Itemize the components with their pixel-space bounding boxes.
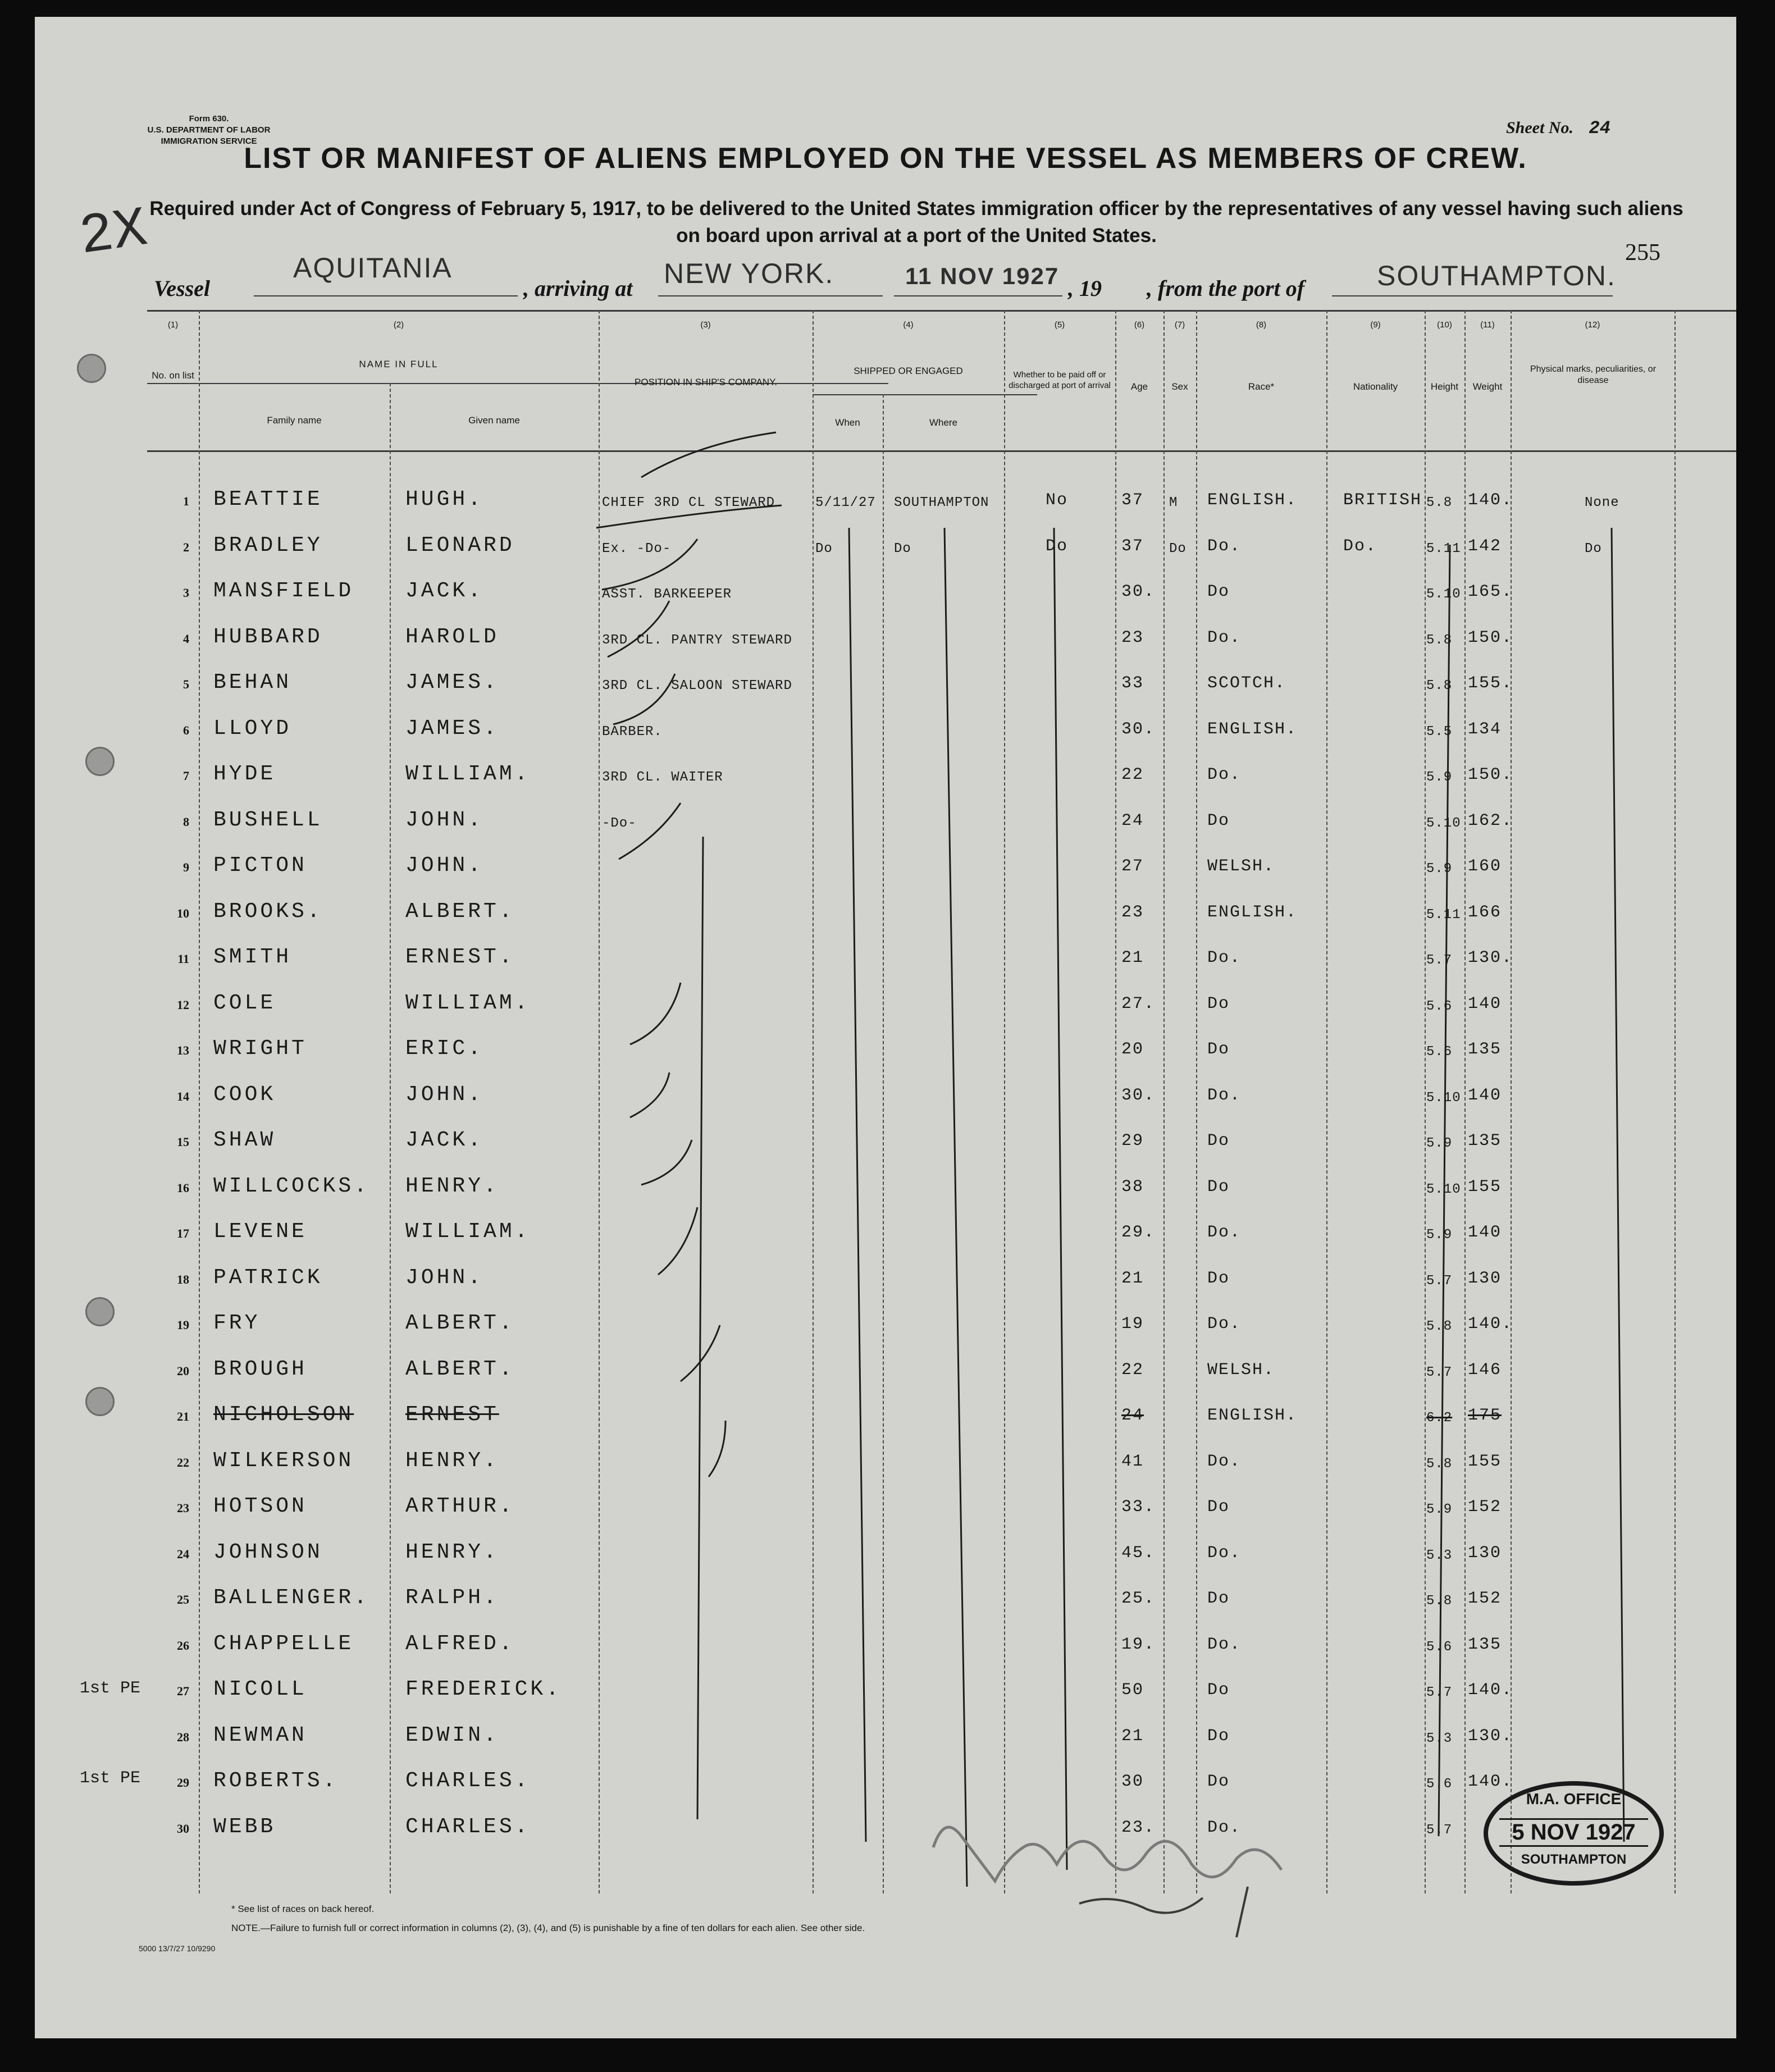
- cell-weight: 140: [1468, 1223, 1502, 1242]
- row-number: 12: [177, 997, 189, 1012]
- cell-given: ERIC.: [405, 1037, 484, 1061]
- sheet-value: 24: [1589, 118, 1610, 139]
- colnum-1: (1): [167, 320, 179, 330]
- header-nationality: Nationality: [1353, 381, 1398, 392]
- cell-family: WILLCOCKS.: [213, 1174, 370, 1198]
- cell-given: EDWIN.: [405, 1723, 499, 1747]
- cell-weight: 134: [1468, 719, 1502, 739]
- cell-family: NICOLL: [213, 1677, 307, 1701]
- cell-age: 27: [1121, 857, 1144, 876]
- year-label: , 19: [1068, 276, 1102, 301]
- cell-height: 5.6: [1426, 998, 1453, 1014]
- footnote-penalty: NOTE.—Failure to furnish full or correct information in columns (2), (3), (4), and (5) is punishable by a fine of ten dollars for each alien. See other side.: [231, 1923, 865, 1933]
- cell-position: -Do-: [602, 815, 637, 831]
- cell-age: 27.: [1121, 994, 1156, 1014]
- cell-position: CHIEF 3RD CL STEWARD: [602, 495, 775, 510]
- cell-given: ERNEST: [405, 1403, 499, 1427]
- cell-race: WELSH.: [1207, 1360, 1275, 1380]
- row-number: 23: [177, 1501, 189, 1515]
- colnum-7: (7): [1174, 320, 1185, 330]
- row-number: 17: [177, 1226, 189, 1240]
- row-number: 19: [177, 1318, 189, 1332]
- cell-given: JACK.: [405, 579, 484, 603]
- footnote-races: * See list of races on back hereof.: [231, 1904, 375, 1914]
- cell-family: BRADLEY: [213, 533, 323, 558]
- cell-height: 5.6: [1426, 1044, 1453, 1060]
- cell-age: 21: [1121, 1726, 1144, 1746]
- cell-height: 5.8: [1426, 1594, 1453, 1609]
- cell-age: 24: [1121, 1406, 1144, 1425]
- cell-race: Do: [1207, 1131, 1230, 1151]
- cell-height: 5.9: [1426, 770, 1453, 785]
- cell-height: 5.8: [1426, 632, 1453, 648]
- colnum-9: (9): [1370, 320, 1381, 330]
- cell-weight: 152: [1468, 1589, 1502, 1608]
- cell-race: Do.: [1207, 1635, 1242, 1654]
- cell-given: CHARLES.: [405, 1814, 531, 1839]
- cell-position: ASST. BARKEEPER: [602, 587, 732, 602]
- cell-when: Do: [815, 541, 833, 556]
- row-number: 1: [183, 494, 189, 508]
- cell-height: 5.7: [1426, 1822, 1453, 1838]
- cell-family: WILKERSON: [213, 1448, 354, 1473]
- cell-age: 30.: [1121, 582, 1156, 601]
- cell-age: 30.: [1121, 719, 1156, 739]
- row-number: 6: [183, 723, 189, 737]
- stamp-date: 5 NOV 1927: [1499, 1818, 1648, 1847]
- cell-height: 5.9: [1426, 861, 1453, 877]
- colnum-2: (2): [393, 320, 404, 330]
- cell-age: 30.: [1121, 1085, 1156, 1105]
- cell-age: 20: [1121, 1040, 1144, 1059]
- departure-port: SOUTHAMPTON.: [1377, 260, 1616, 291]
- header-physical-marks: Physical marks, peculiarities, or disease: [1530, 364, 1657, 385]
- cell-family: PATRICK: [213, 1265, 323, 1290]
- cell-age: 19: [1121, 1315, 1144, 1334]
- cell-where: SOUTHAMPTON: [894, 495, 989, 510]
- cell-height: 5.3: [1426, 1731, 1453, 1746]
- cell-race: Do: [1207, 582, 1230, 601]
- cell-age: 38: [1121, 1177, 1144, 1197]
- row-number: 27: [177, 1684, 189, 1698]
- cell-race: ENGLISH.: [1207, 491, 1298, 510]
- cell-race: ENGLISH.: [1207, 902, 1298, 922]
- cell-paid: No: [1046, 491, 1069, 510]
- cell-given: ALBERT.: [405, 1357, 515, 1381]
- cell-given: ARTHUR.: [405, 1494, 515, 1518]
- row-number: 5: [183, 677, 189, 691]
- vessel-name: AQUITANIA: [293, 252, 453, 284]
- row-number: 8: [183, 814, 189, 829]
- row-number: 20: [177, 1363, 189, 1378]
- ditto-marks: [35, 17, 1736, 2038]
- cell-weight: 160: [1468, 857, 1502, 876]
- cell-nat: Do.: [1343, 536, 1377, 556]
- page-title: LIST OR MANIFEST OF ALIENS EMPLOYED ON THE VESSEL AS MEMBERS OF CREW.: [244, 142, 1527, 175]
- cell-weight: 130.: [1468, 1726, 1513, 1746]
- cell-family: COLE: [213, 991, 276, 1015]
- cell-race: Do: [1207, 1589, 1230, 1608]
- header-weight: Weight: [1472, 381, 1503, 392]
- cell-when: 5/11/27: [815, 495, 876, 510]
- sheet-label: Sheet No.: [1506, 118, 1573, 137]
- cell-given: JOHN.: [405, 807, 484, 832]
- cell-family: NICHOLSON: [213, 1403, 354, 1427]
- cell-race: Do.: [1207, 948, 1242, 967]
- cell-weight: 166: [1468, 902, 1502, 922]
- row-number: 9: [183, 860, 189, 874]
- cell-weight: 130.: [1468, 948, 1513, 967]
- row-number: 21: [177, 1409, 189, 1423]
- cell-weight: 140: [1468, 1085, 1502, 1105]
- cell-sex: M: [1169, 495, 1178, 510]
- cell-race: Do: [1207, 1726, 1230, 1746]
- cell-race: Do: [1207, 1177, 1230, 1197]
- cell-race: Do.: [1207, 1818, 1242, 1837]
- cell-given: JOHN.: [405, 1265, 484, 1290]
- arrival-date: 11 NOV 1927: [905, 263, 1060, 289]
- header-name-in-full: NAME IN FULL: [359, 359, 439, 369]
- cell-given: HENRY.: [405, 1540, 499, 1564]
- cell-given: ALFRED.: [405, 1631, 515, 1656]
- cell-given: JOHN.: [405, 1082, 484, 1107]
- cell-weight: 140: [1468, 994, 1502, 1014]
- cell-family: ROBERTS.: [213, 1769, 339, 1793]
- cell-family: WEBB: [213, 1814, 276, 1839]
- cell-age: 21: [1121, 948, 1144, 967]
- cell-family: MANSFIELD: [213, 579, 354, 603]
- colnum-12: (12): [1585, 320, 1600, 330]
- cell-age: 30: [1121, 1772, 1144, 1791]
- cell-age: 25.: [1121, 1589, 1156, 1608]
- cell-age: 41: [1121, 1452, 1144, 1471]
- cell-given: WILLIAM.: [405, 1220, 531, 1244]
- header-shipped: SHIPPED OR ENGAGED: [854, 366, 963, 376]
- cell-height: 5.6: [1426, 1639, 1453, 1655]
- cell-height: 5.8: [1426, 1456, 1453, 1472]
- header-where: Where: [929, 417, 958, 428]
- row-number: 22: [177, 1455, 189, 1469]
- cell-family: CHAPPELLE: [213, 1631, 354, 1656]
- cell-nat: BRITISH: [1343, 491, 1422, 510]
- header-height: Height: [1430, 381, 1459, 392]
- cell-family: PICTON: [213, 854, 307, 878]
- colnum-4: (4): [903, 320, 914, 330]
- cell-given: WILLIAM.: [405, 991, 531, 1015]
- cell-race: Do: [1207, 811, 1230, 830]
- cell-race: ENGLISH.: [1207, 1406, 1298, 1425]
- cell-family: HUBBARD: [213, 624, 323, 649]
- form-number: Form 630.: [189, 114, 229, 124]
- cell-age: 23.: [1121, 1818, 1156, 1837]
- cell-given: HENRY.: [405, 1448, 499, 1473]
- from-label: , from the port of: [1147, 276, 1305, 301]
- cell-height: 5.9: [1426, 1502, 1453, 1517]
- cell-race: Do.: [1207, 628, 1242, 647]
- cell-weight: 140.: [1468, 491, 1513, 510]
- cell-paid: Do: [1046, 536, 1069, 556]
- cell-age: 29: [1121, 1131, 1144, 1151]
- cell-age: 22: [1121, 765, 1144, 784]
- header-when: When: [835, 417, 860, 428]
- punch-hole: [85, 747, 115, 776]
- cell-marks: None: [1585, 495, 1619, 510]
- cell-weight: 155: [1468, 1452, 1502, 1471]
- cell-weight: 140.: [1468, 1315, 1513, 1334]
- cell-weight: 175: [1468, 1406, 1502, 1425]
- cell-race: Do.: [1207, 1543, 1242, 1563]
- cell-family: HOTSON: [213, 1494, 307, 1518]
- cell-height: 5.5: [1426, 724, 1453, 740]
- cell-weight: 165.: [1468, 582, 1513, 601]
- row-number: 2: [183, 540, 189, 554]
- cell-family: BEATTIE: [213, 487, 323, 512]
- row-number: 3: [183, 586, 189, 600]
- row-number: 13: [177, 1043, 189, 1057]
- punch-hole: [85, 1387, 115, 1416]
- cell-weight: 146: [1468, 1360, 1502, 1380]
- cell-height: 5.10: [1426, 815, 1461, 831]
- row-number: 28: [177, 1729, 189, 1744]
- cell-height: 5.6: [1426, 1777, 1453, 1792]
- cell-weight: 130: [1468, 1543, 1502, 1563]
- cell-race: Do: [1207, 1498, 1230, 1517]
- header-position: POSITION IN SHIP'S COMPANY.: [635, 377, 777, 387]
- cell-family: BEHAN: [213, 670, 292, 695]
- cell-age: 23: [1121, 628, 1144, 647]
- cell-height: 5.7: [1426, 1685, 1453, 1700]
- cell-given: ALBERT.: [405, 1311, 515, 1335]
- cell-age: 22: [1121, 1360, 1144, 1380]
- cell-race: SCOTCH.: [1207, 674, 1286, 693]
- cell-weight: 152: [1468, 1498, 1502, 1517]
- cell-height: 5.8: [1426, 678, 1453, 693]
- cell-given: ERNEST.: [405, 945, 515, 969]
- colnum-3: (3): [700, 320, 711, 330]
- row-number: 14: [177, 1089, 189, 1103]
- margin-mark-row29: 1st PE: [80, 1769, 141, 1788]
- cell-height: 5.8: [1426, 495, 1453, 510]
- page-number: 255: [1625, 240, 1660, 266]
- cell-family: LLOYD: [213, 716, 292, 741]
- cell-height: 5.8: [1426, 1319, 1453, 1334]
- row-number: 16: [177, 1180, 189, 1195]
- header-race: Race*: [1248, 381, 1275, 392]
- cell-race: Do: [1207, 1772, 1230, 1791]
- cell-sex: Do: [1169, 541, 1187, 556]
- row-number: 26: [177, 1638, 189, 1653]
- margin-note: 2X: [75, 198, 152, 270]
- cell-race: Do.: [1207, 765, 1242, 784]
- cell-height: 6.2: [1426, 1411, 1453, 1426]
- cell-given: LEONARD: [405, 533, 515, 558]
- cell-position: Ex. -Do-: [602, 541, 672, 556]
- cell-age: 33.: [1121, 1498, 1156, 1517]
- row-number: 7: [183, 769, 189, 783]
- cell-weight: 155: [1468, 1177, 1502, 1197]
- cell-height: 5.11: [1426, 907, 1461, 923]
- signature: [911, 1802, 1360, 1943]
- cell-given: JOHN.: [405, 854, 484, 878]
- cell-given: CHARLES.: [405, 1769, 531, 1793]
- cell-age: 19.: [1121, 1635, 1156, 1654]
- manifest-sheet: [35, 17, 1736, 2038]
- cell-family: LEVENE: [213, 1220, 307, 1244]
- row-number: 18: [177, 1272, 189, 1286]
- cell-family: SMITH: [213, 945, 292, 969]
- cell-age: 29.: [1121, 1223, 1156, 1242]
- cell-position: 3RD CL. WAITER: [602, 770, 723, 785]
- cell-weight: 150.: [1468, 628, 1513, 647]
- cell-family: BUSHELL: [213, 807, 323, 832]
- cell-family: BALLENGER.: [213, 1586, 370, 1610]
- cell-weight: 140.: [1468, 1772, 1513, 1791]
- row-number: 24: [177, 1546, 189, 1561]
- cell-race: Do.: [1207, 536, 1242, 556]
- cell-weight: 135: [1468, 1040, 1502, 1059]
- cell-height: 5.3: [1426, 1548, 1453, 1563]
- stamp-top: M.A. OFFICE: [1526, 1790, 1622, 1808]
- cell-family: FRY: [213, 1311, 261, 1335]
- row-number: 15: [177, 1135, 189, 1149]
- cell-height: 5.9: [1426, 1136, 1453, 1151]
- cell-marks: Do: [1585, 541, 1602, 556]
- department: U.S. DEPARTMENT OF LABOR: [147, 125, 271, 135]
- cell-given: RALPH.: [405, 1586, 499, 1610]
- cell-height: 5.7: [1426, 1273, 1453, 1289]
- cell-height: 5.10: [1426, 1181, 1461, 1197]
- header-no-on-list: No. on list: [152, 370, 194, 381]
- cell-given: HUGH.: [405, 487, 484, 512]
- cell-race: Do.: [1207, 1452, 1242, 1471]
- cell-position: 3RD CL. PANTRY STEWARD: [602, 632, 792, 648]
- cell-weight: 150.: [1468, 765, 1513, 784]
- cell-age: 50: [1121, 1681, 1144, 1700]
- cell-race: WELSH.: [1207, 857, 1275, 876]
- cell-family: NEWMAN: [213, 1723, 307, 1747]
- cell-weight: 142: [1468, 536, 1502, 556]
- cell-height: 5.7: [1426, 953, 1453, 968]
- header-age: Age: [1130, 381, 1148, 392]
- cell-race: Do: [1207, 994, 1230, 1014]
- header-family-name: Family name: [267, 415, 322, 426]
- cell-weight: 155.: [1468, 674, 1513, 693]
- cell-height: 5.10: [1426, 1090, 1461, 1106]
- cell-race: ENGLISH.: [1207, 719, 1298, 739]
- cell-weight: 135: [1468, 1131, 1502, 1151]
- cell-age: 37: [1121, 536, 1144, 556]
- cell-height: 5.10: [1426, 587, 1461, 602]
- colnum-8: (8): [1256, 320, 1267, 330]
- header-paid-off: Whether to be paid off or discharged at port of arrival: [1009, 370, 1111, 390]
- page-subtitle: Required under Act of Congress of February 5, 1917, to be delivered to the United States immigration officer by the representatives of any vessel having such aliens on board upon arrival at a port of the United States.: [149, 198, 1683, 247]
- cell-race: Do.: [1207, 1085, 1242, 1105]
- cell-weight: 135: [1468, 1635, 1502, 1654]
- row-number: 10: [177, 906, 189, 920]
- cell-given: ALBERT.: [405, 899, 515, 924]
- cell-given: WILLIAM.: [405, 762, 531, 786]
- cell-height: 5.11: [1426, 541, 1461, 556]
- row-number: 25: [177, 1592, 189, 1607]
- cell-given: JACK.: [405, 1128, 484, 1152]
- row-number: 4: [183, 631, 189, 646]
- vessel-label: Vessel: [154, 276, 210, 301]
- cell-family: BROUGH: [213, 1357, 307, 1381]
- arrival-port: NEW YORK.: [664, 258, 834, 289]
- header-sex: Sex: [1171, 381, 1188, 392]
- cell-age: 37: [1121, 491, 1144, 510]
- cell-age: 23: [1121, 902, 1144, 922]
- cell-race: Do: [1207, 1681, 1230, 1700]
- cell-given: FREDERICK.: [405, 1677, 562, 1701]
- cell-age: 24: [1121, 811, 1144, 830]
- row-number: 29: [177, 1776, 189, 1790]
- cell-age: 45.: [1121, 1543, 1156, 1563]
- punch-hole: [85, 1297, 115, 1326]
- cell-age: 21: [1121, 1268, 1144, 1288]
- service: IMMIGRATION SERVICE: [161, 136, 257, 146]
- margin-mark-row27: 1st PE: [80, 1679, 141, 1698]
- colnum-6: (6): [1134, 320, 1145, 330]
- cell-height: 5.9: [1426, 1227, 1453, 1243]
- office-stamp: [1484, 1781, 1664, 1886]
- cell-position: BARBER.: [602, 724, 663, 740]
- print-code: 5000 13/7/27 10/9290: [139, 1944, 216, 1953]
- row-number: 30: [177, 1821, 189, 1836]
- cell-family: COOK: [213, 1082, 276, 1107]
- cell-where: Do: [894, 541, 911, 556]
- cell-race: Do: [1207, 1268, 1230, 1288]
- cell-weight: 162.: [1468, 811, 1513, 830]
- cell-family: HYDE: [213, 762, 276, 786]
- cell-given: HENRY.: [405, 1174, 499, 1198]
- cell-given: HAROLD: [405, 624, 499, 649]
- cell-given: JAMES.: [405, 716, 499, 741]
- cell-family: JOHNSON: [213, 1540, 323, 1564]
- stamp-bottom: SOUTHAMPTON: [1521, 1852, 1627, 1867]
- colnum-10: (10): [1437, 320, 1452, 330]
- row-number: 11: [177, 952, 189, 966]
- arriving-label: , arriving at: [523, 276, 633, 301]
- cell-race: Do.: [1207, 1223, 1242, 1242]
- header-given-name: Given name: [468, 415, 520, 426]
- colnum-11: (11): [1480, 320, 1495, 330]
- cell-race: Do: [1207, 1040, 1230, 1059]
- cell-family: WRIGHT: [213, 1037, 307, 1061]
- cell-family: SHAW: [213, 1128, 276, 1152]
- cell-given: JAMES.: [405, 670, 499, 695]
- cell-weight: 130: [1468, 1268, 1502, 1288]
- cell-family: BROOKS.: [213, 899, 323, 924]
- cell-weight: 140.: [1468, 1681, 1513, 1700]
- cell-height: 5.7: [1426, 1364, 1453, 1380]
- punch-hole: [77, 354, 106, 383]
- colnum-5: (5): [1054, 320, 1065, 330]
- cell-age: 33: [1121, 674, 1144, 693]
- cell-race: Do.: [1207, 1315, 1242, 1334]
- cell-position: 3RD CL. SALOON STEWARD: [602, 678, 792, 693]
